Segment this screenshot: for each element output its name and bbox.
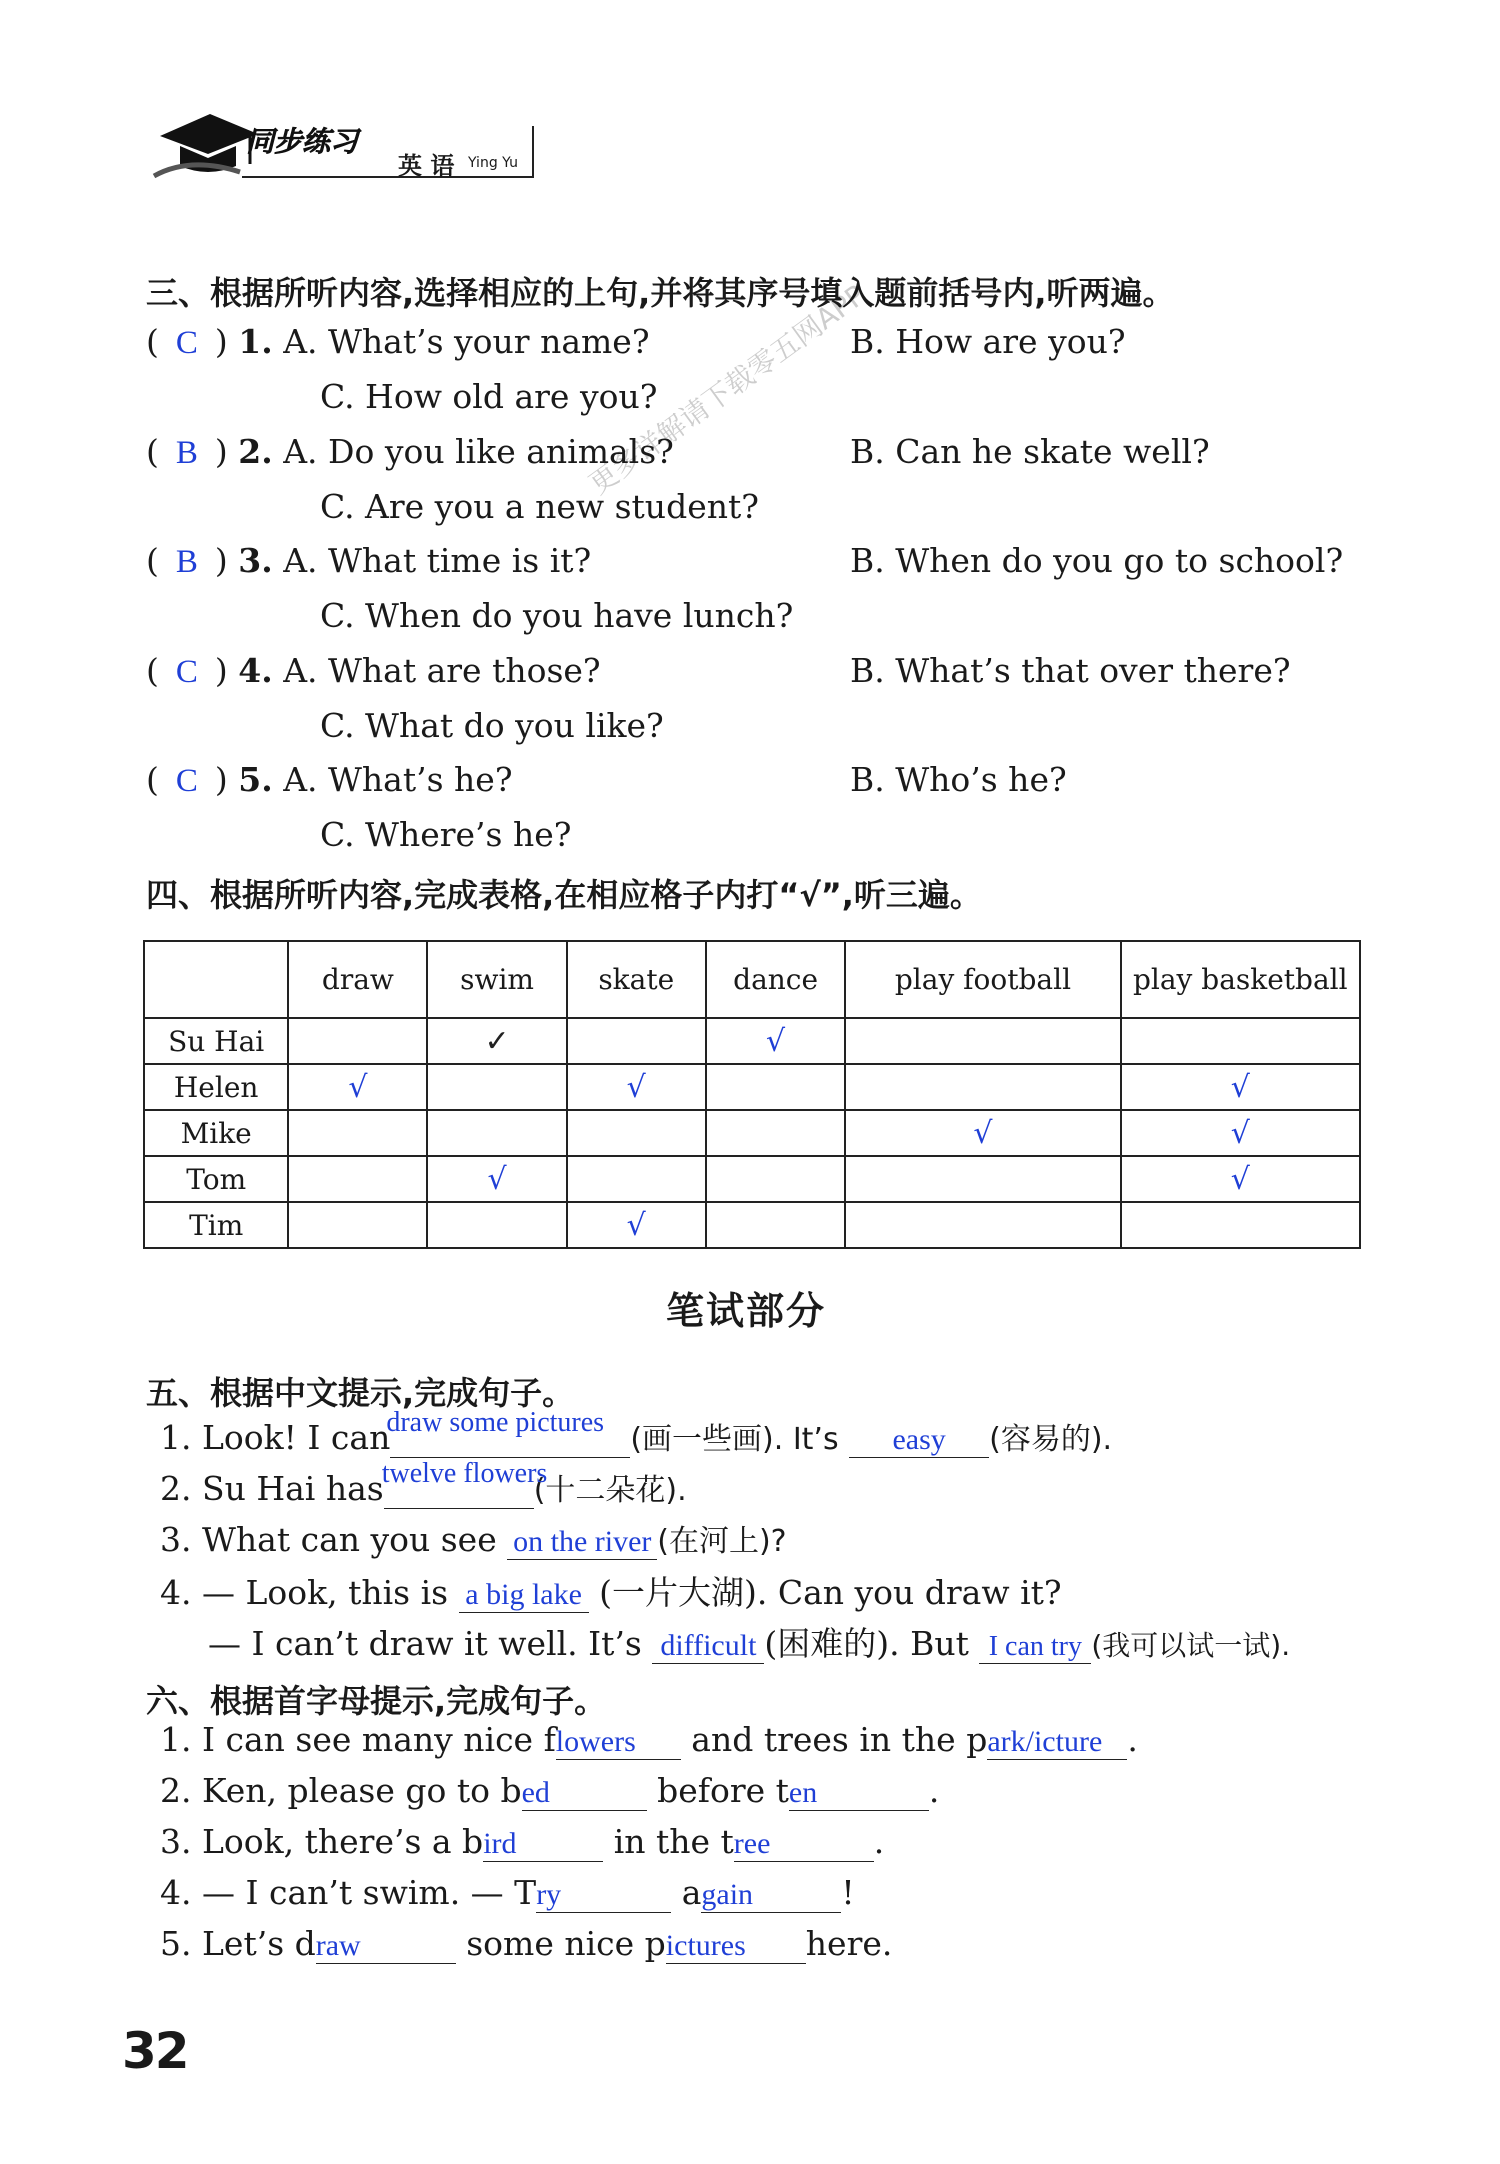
page-number: 32 [122,2022,188,2080]
check-cell: √ [1121,1110,1360,1156]
table-header-cell: skate [567,941,706,1018]
check-cell: √ [1121,1156,1360,1202]
student-name-cell: Tom [144,1156,288,1202]
option-b: B. Can he skate well? [850,432,1210,471]
question-number: 5. [238,760,273,799]
section3-heading: 三、根据所听内容,选择相应的上句,并将其序号填入题前括号内,听两遍。 [146,274,1175,312]
table-header-cell [144,941,288,1018]
check-cell: √ [845,1110,1120,1156]
option-b: B. How are you? [850,322,1126,361]
question-text: (十二朵花). [533,1473,687,1508]
question-number: 1. [160,1720,192,1759]
check-cell [706,1156,845,1202]
question-number: 3. [160,1520,192,1559]
question-text: — Look, this is [202,1573,449,1612]
student-name-cell: Tim [144,1202,288,1248]
answer-blank: ictures [666,1929,806,1964]
table-header-cell: draw [288,941,427,1018]
initial-letter-question [160,1873,855,1913]
answer-choice: B [175,544,198,580]
option-b: B. When do you go to school? [850,541,1344,580]
question-text: (在河上)? [657,1524,787,1559]
question-text: (困难的). But [764,1624,969,1663]
check-cell: √ [567,1064,706,1110]
answer-choice: C [175,325,198,361]
option-a: A. Do you like animals? [283,432,674,471]
answer-blank: ed [522,1776,647,1811]
answer-blank: I can try [979,1631,1091,1664]
bracket-close: ) [214,760,228,799]
check-cell: √ [1121,1064,1360,1110]
option-c: C. How old are you? [320,377,658,416]
question-text: ! [841,1873,855,1912]
written-part-title: 笔试部分 [666,1289,827,1333]
bracket-close: ) [214,541,228,580]
answer-blank: easy [849,1423,989,1458]
check-cell: √ [567,1202,706,1248]
table-row [144,1110,1360,1156]
s5-q3 [160,1516,787,1560]
listen-question [146,432,674,472]
bracket-close: ) [214,432,228,471]
question-number: 2. [160,1469,192,1508]
answer-blank: difficult [652,1629,764,1664]
header-logo [150,100,550,190]
check-cell [427,1110,566,1156]
bracket-close: ) [214,651,228,690]
option-a: A. What are those? [283,651,601,690]
answer-blank: a big lake [459,1578,589,1613]
option-c: C. What do you like? [320,706,664,745]
bracket-open: ( [146,322,159,361]
check-cell [845,1064,1120,1110]
answer-blank: raw [316,1929,456,1964]
question-text: in the t [613,1822,734,1861]
question-text: (我可以试一试). [1091,1629,1291,1662]
section4-heading: 四、根据所听内容,完成表格,在相应格子内打“√”,听三遍。 [146,876,982,914]
option-c: C. Where’s he? [320,815,572,854]
check-cell [288,1018,427,1064]
initial-letter-question [160,1720,1138,1760]
question-text: What can you see [202,1520,497,1559]
question-text: and trees in the p [691,1720,988,1759]
option-a: A. What’s he? [283,760,513,799]
check-cell [288,1110,427,1156]
initial-letter-question [160,1822,884,1862]
answer-blank: gain [701,1878,841,1913]
check-cell [706,1110,845,1156]
check-cell [427,1202,566,1248]
section6-heading: 六、根据首字母提示,完成句子。 [146,1682,607,1720]
watermark: 更多详解请下载零五网APP [582,278,872,501]
student-name-cell: Mike [144,1110,288,1156]
check-cell [1121,1018,1360,1064]
s5-q4a [160,1567,1062,1614]
answer-blank: twelve flowers [384,1476,534,1509]
answer-choice: B [175,435,198,471]
question-text: . [873,1822,885,1861]
table-header-cell: play basketball [1121,941,1360,1018]
question-text: — I can’t swim. — T [202,1873,537,1912]
check-cell: ✓ [427,1018,566,1064]
check-cell: √ [706,1018,845,1064]
student-name-cell: Helen [144,1064,288,1110]
answer-blank: ird [483,1827,603,1862]
question-number: 2. [160,1771,192,1810]
listen-question [146,541,591,581]
bracket-open: ( [146,760,159,799]
section5-heading: 五、根据中文提示,完成句子。 [146,1374,575,1412]
question-text: Ken, please go to b [202,1771,522,1810]
option-b: B. Who’s he? [850,760,1067,799]
table-header-cell: play football [845,941,1120,1018]
question-number: 4. [238,651,273,690]
check-cell: √ [288,1064,427,1110]
answer-blank: on the river [507,1525,657,1560]
option-c: C. Are you a new student? [320,487,759,526]
question-number: 4. [160,1573,192,1612]
check-cell: √ [427,1156,566,1202]
question-text: before t [657,1771,789,1810]
check-cell [845,1202,1120,1248]
question-text: (画一些画). It’s [630,1422,839,1457]
logo-text: 同步练习 [246,125,359,158]
answer-blank: en [789,1776,929,1811]
question-number: 2. [238,432,273,471]
bracket-open: ( [146,432,159,471]
bracket-close: ) [214,322,228,361]
answer-blank: ree [734,1827,874,1862]
listen-question [146,760,513,800]
s5-q1 [160,1407,1113,1458]
question-text: a [681,1873,702,1912]
check-cell [706,1202,845,1248]
question-text: some nice p [466,1924,666,1963]
option-b: B. What’s that over there? [850,651,1291,690]
table-header-cell: swim [427,941,566,1018]
question-text: (容易的). [989,1422,1113,1457]
bracket-open: ( [146,541,159,580]
initial-letter-question [160,1924,892,1964]
check-cell [288,1156,427,1202]
initial-letter-question [160,1771,939,1811]
question-text: . [1127,1720,1138,1759]
listen-question [146,322,650,362]
question-text: Su Hai has [202,1469,384,1508]
table-header-row [144,941,1360,1018]
check-cell [706,1064,845,1110]
check-cell [427,1064,566,1110]
subject-label: 英 语 [398,152,455,180]
listen-question [146,651,601,691]
question-number: 4. [160,1873,192,1912]
question-number: 1. [238,322,273,361]
option-a: A. What time is it? [283,541,592,580]
check-cell [845,1156,1120,1202]
answer-blank: ark/icture [987,1725,1127,1760]
answer-blank: draw some pictures [390,1425,630,1458]
question-text: — I can’t draw it well. It’s [208,1624,642,1663]
question-number: 5. [160,1924,192,1963]
question-number: 3. [238,541,273,580]
question-text: I can see many nice f [202,1720,556,1759]
answer-blank: ry [536,1878,671,1913]
check-cell [567,1018,706,1064]
question-text: . [928,1771,940,1810]
question-text: Look! I can [202,1418,391,1457]
table-row [144,1064,1360,1110]
subject-pinyin: Ying Yu [468,155,518,171]
student-name-cell: Su Hai [144,1018,288,1064]
check-cell [1121,1202,1360,1248]
answer-choice: C [175,763,198,799]
check-cell [567,1110,706,1156]
answer-choice: C [175,654,198,690]
s5-q2 [160,1458,687,1509]
question-number: 1. [160,1418,192,1457]
check-cell [567,1156,706,1202]
option-a: A. What’s your name? [283,322,650,361]
option-c: C. When do you have lunch? [320,596,794,635]
question-text: here. [805,1924,893,1963]
check-cell [288,1202,427,1248]
checklist-table [143,940,1361,1249]
table-row [144,1156,1360,1202]
s5-q4b [208,1618,1290,1665]
answer-blank: lowers [556,1725,681,1760]
question-text: (一片大湖). Can you draw it? [599,1573,1062,1612]
table-row [144,1202,1360,1248]
question-text: Let’s d [202,1924,316,1963]
check-cell [845,1018,1120,1064]
table-header-cell: dance [706,941,845,1018]
question-number: 3. [160,1822,192,1861]
question-text: Look, there’s a b [202,1822,484,1861]
bracket-open: ( [146,651,159,690]
table-row [144,1018,1360,1064]
